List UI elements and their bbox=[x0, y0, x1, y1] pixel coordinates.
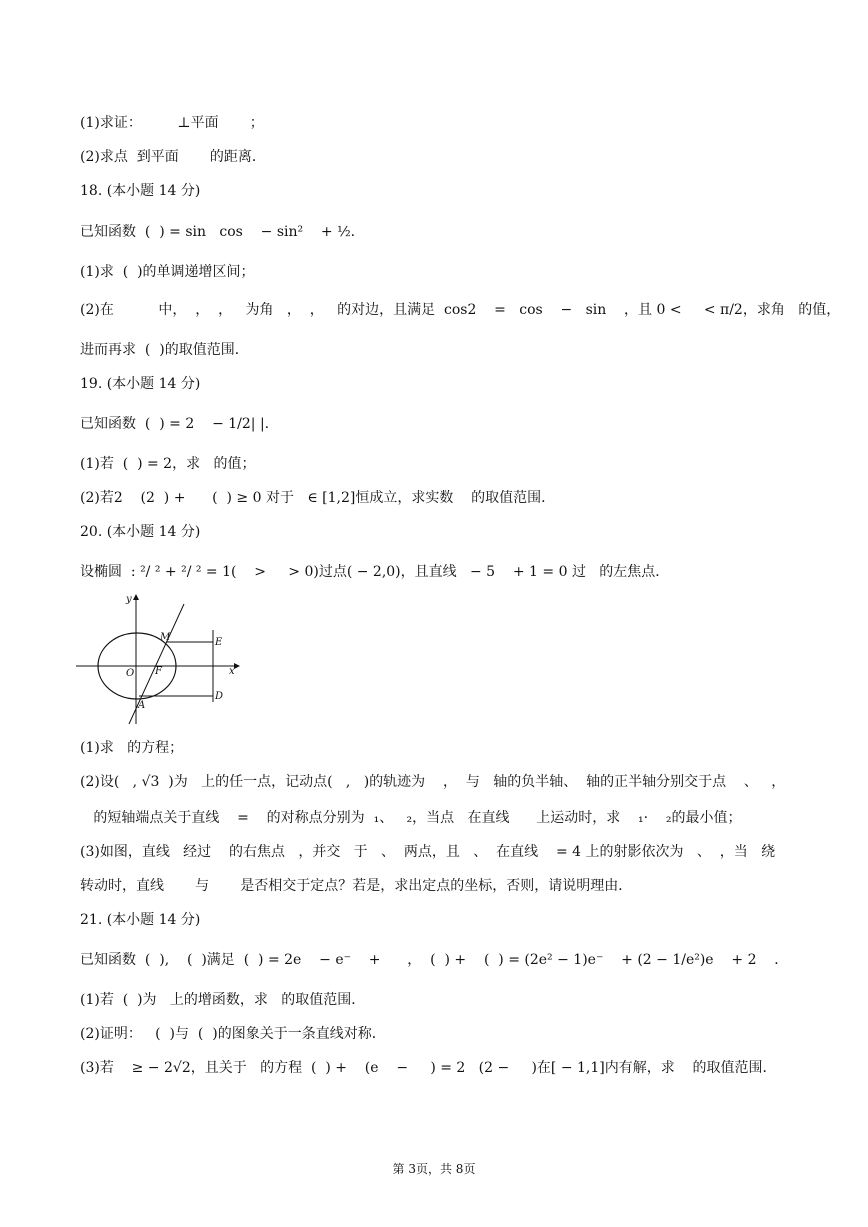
text-line: 的短轴端点关于直线 = 的对称点分别为 ₁、 ₂，当点 在直线 上运动时，求 ₁· ₂的最小值； bbox=[80, 810, 742, 826]
question-heading: 19. (本小题 14 分) bbox=[80, 376, 201, 392]
question-heading: 20. (本小题 14 分) bbox=[80, 524, 201, 540]
text-line: (2)在 中， ， ， 为角 ， ， 的对边，且满足 cos2 = cos − sin ，且 0 < < π/2，求角 的值， bbox=[80, 302, 841, 318]
text-line: 已知函数 ( ) = sin cos − sin² + ½. bbox=[80, 224, 356, 240]
ellipse-figure bbox=[76, 592, 246, 728]
text-line: (3)若 ≥ − 2√2，且关于 的方程 ( ) + (e − ) = 2 (2 − )在[ − 1,1]内有解，求 的取值范围． bbox=[80, 1060, 777, 1076]
label-o: O bbox=[126, 668, 135, 679]
question-heading: 18. (本小题 14 分) bbox=[80, 183, 201, 199]
label-d: D bbox=[215, 691, 224, 702]
y-axis-arrow bbox=[133, 594, 139, 600]
text-line: 转动时，直线 与 是否相交于定点？若是，求出定点的坐标，否则，请说明理由． bbox=[80, 878, 633, 894]
text-line: (2)设( , √3 )为 上的任一点，记动点( , )的轨迹为 ， 与 轴的负半轴、 轴的正半轴分别交于点 、 ， bbox=[80, 774, 786, 790]
text-line: 已知函数 ( ), ( )满足 ( ) = 2e − e⁻ + ， ( ) + ( ) = (2e² − 1)e⁻ + (2 − 1/e²)e + 2 ． bbox=[80, 952, 789, 968]
text-line: (2)若2 (2 ) + ( ) ≥ 0 对于 ∈ [1,2]恒成立，求实数 的取值范围． bbox=[80, 490, 556, 506]
text-line: 进而再求 ( )的取值范围． bbox=[80, 342, 249, 358]
label-m: M bbox=[160, 632, 171, 643]
label-y: y bbox=[126, 594, 132, 605]
label-e: E bbox=[215, 637, 223, 648]
text-line: (1)求 ( )的单调递增区间； bbox=[80, 264, 255, 280]
page-footer: 第 3页，共 8页 bbox=[392, 1162, 476, 1176]
x-axis-arrow bbox=[234, 663, 240, 669]
text-line: (1)求证： ⊥平面 ； bbox=[80, 115, 264, 131]
text-line: (2)求点 到平面 的距离． bbox=[80, 149, 266, 165]
text-line: 设椭圆 : ²/ ² + ²/ ² = 1( > > 0)过点( − 2,0)，且直线 − 5 + 1 = 0 过 的左焦点． bbox=[80, 564, 670, 580]
text-line: (1)若 ( ) = 2，求 的值； bbox=[80, 456, 256, 472]
label-a: A bbox=[138, 700, 146, 711]
label-x: x bbox=[229, 666, 235, 677]
text-line: 已知函数 ( ) = 2 − 1/2| |. bbox=[80, 416, 270, 432]
text-line: (1)若 ( )为 上的增函数，求 的取值范围． bbox=[80, 992, 366, 1008]
text-line: (1)求 的方程； bbox=[80, 740, 184, 756]
text-line: (3)如图，直线 经过 的右焦点 ，并交 于 、 两点，且 、 在直线 = 4 上的射影依次为 、 ，当 绕 bbox=[80, 844, 776, 860]
question-heading: 21. (本小题 14 分) bbox=[80, 912, 201, 928]
text-line: (2)证明： ( )与 ( )的图象关于一条直线对称． bbox=[80, 1026, 386, 1042]
label-f: F bbox=[155, 666, 162, 677]
